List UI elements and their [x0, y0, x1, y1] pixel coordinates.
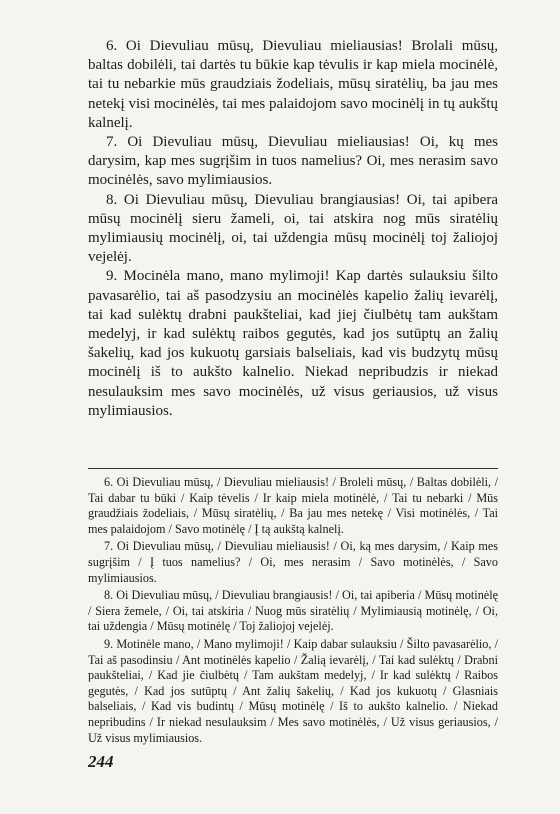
paragraph-6: 6. Oi Dievuliau mūsų, Dievuliau mieliausias! Brolali mūsų, baltas dobilėli, tai dartės tu būkie kap tėvulis ir kap miela mocinėlė, tai tu nebarkie mūs graudziais žodeliais, mūsų siratėlių, ba jau mes netekį visi mocinėlės, tai mes palaidojom savo mocinėlį in tų aukštų kalnelį. [88, 38, 498, 131]
paragraph-9: 9. Mocinėla mano, mano mylimoji! Kap dartės sulauksiu šilto pavasarėlio, tai aš pasodzysiu an mocinėlės kapelio žalių ievarėlį, tai kad sulėktų drabni paukšteliai, kad jiej čiulbėtų tam aukštam medelyj, ir kad sulėktų raibos gegutės, kad jos sutūptų an žalių šakelių, kad jos kukuotų garsiais balseliais, kad vis budzytų mūsų mocinėlį iš to aukšto kalnelio. Niekad nepribudzis ir niekad nesulauksim mes savo mocinėlės, už visus geriausios, už visus mylimiausios. [88, 268, 498, 419]
footnote-divider [88, 468, 498, 469]
page-number: 244 [88, 752, 114, 771]
footnote-9: 9. Motinėle mano, / Mano mylimoji! / Kaip dabar sulauksiu / Šilto pavasarėlio, / Tai aš pasodinsiu / Ant motinėlės kapelio / Žalią ievarėlį, / Tai kad sulėktų / Drabni paukšteliai, / Kad jie čiulbėtų / Tam aukštam medelyj, / Ir kad sulėktų / Raibos gegutės, / Kad jos sutūptų / Ant žalių šakelių, / Kad jos kukuotų / Glasniais balseliais, / Kad vis budintų / Mūsų motinėlę / Iš to aukšto kalnelio. / Niekad nepribudins / Ir niekad nesulauksim / Mes savo motinėlės, / Už visus geriausios, / Už visus mylimiausios. [88, 636, 498, 745]
paragraph-7: 7. Oi Dievuliau mūsų, Dievuliau mieliausias! Oi, kų mes darysim, kap mes sugrįšim in tuos namelius? Oi, mes nerasim savo mocinėlės, savo mylimiausios. [88, 134, 498, 189]
footnote-8: 8. Oi Dievuliau mūsų, / Dievuliau brangiausis! / Oi, tai apiberia / Mūsų motinėlę / Siera žemele, / Oi, tai atskiria / Nuog mūs siratėlių / Mylimiausią motinėlę, / Oi, tai uždengia / Mūsų motinėlę / Toj žaliojoj vejelėj. [88, 588, 498, 634]
footnote-6: 6. Oi Dievuliau mūsų, / Dievuliau mieliausis! / Broleli mūsų, / Baltas dobilėli, / Tai dabar tu būki / Kaip tėvelis / Ir kaip miela motinėlė, / Tai tu nebarki / Mūs graudžiais žodeliais, / Mūsų siratėlių, / Ba jau mes netekę / Visi motinėlės, / Tai mes palaidojom / Savo motinėlę / Į tą aukštą kalnelį. [88, 475, 498, 536]
footnotes [88, 475, 498, 748]
footnote-7: 7. Oi Dievuliau mūsų, / Dievuliau mieliausis! / Oi, ką mes darysim, / Kaip mes sugrįšim / Į tuos namelius? / Oi, mes nerasim / Savo motinėlės, / Savo mylimiausios. [88, 539, 498, 585]
paragraph-8: 8. Oi Dievuliau mūsų, Dievuliau brangiausias! Oi, tai apibera mūsų mocinėlį sieru žameli, oi, tai atskira nog mūs siratėlių mylimiausių mocinėlį, oi, tai uždengia mūsų mocinėlį toj žaliojoj vejelėj. [88, 191, 498, 266]
main-text [88, 37, 498, 421]
